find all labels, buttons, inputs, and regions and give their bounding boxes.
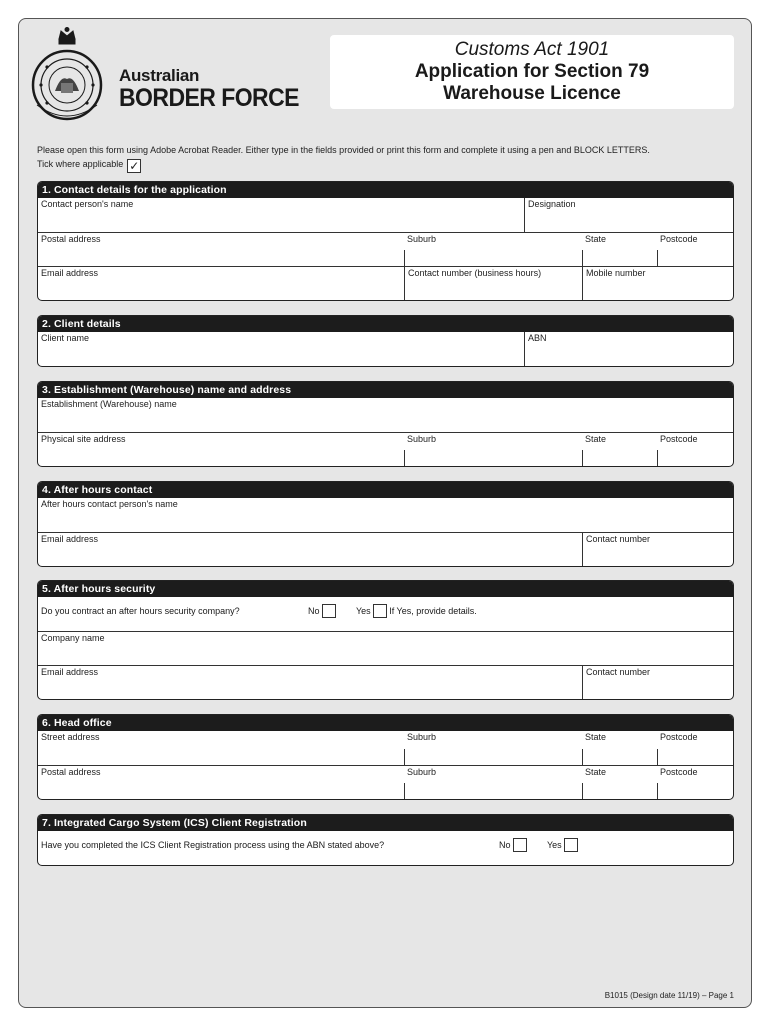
form-act-title: Customs Act 1901: [454, 39, 610, 60]
email-field[interactable]: [38, 533, 582, 566]
email-field[interactable]: [38, 666, 582, 699]
field-label: Postal address: [41, 234, 101, 244]
security-yes-option: [356, 604, 477, 618]
option-label: No: [499, 840, 511, 850]
postcode-field[interactable]: [657, 766, 733, 799]
intro-instructions: [37, 143, 650, 173]
suburb-field[interactable]: [404, 433, 582, 466]
section-client-details: [37, 315, 734, 367]
field-label: Email address: [41, 667, 99, 677]
field-label: Mobile number: [586, 268, 646, 278]
company-name-field[interactable]: [38, 632, 733, 665]
state-field[interactable]: [582, 233, 657, 266]
field-label: Establishment (Warehouse) name: [41, 399, 177, 409]
section-head-office: [37, 714, 734, 800]
field-label: Suburb: [407, 732, 437, 742]
option-label: Yes: [547, 840, 562, 850]
field-label: State: [585, 767, 607, 777]
section-title: 4. After hours contact: [38, 482, 733, 498]
section-after-hours-contact: [37, 481, 734, 567]
contact-number-field[interactable]: [404, 267, 582, 300]
section-title: 6. Head office: [38, 715, 733, 731]
suburb-field[interactable]: [404, 766, 582, 799]
state-field[interactable]: [582, 766, 657, 799]
section-title: 5. After hours security: [38, 581, 733, 597]
field-label: Postcode: [660, 434, 698, 444]
ics-yes-checkbox[interactable]: [564, 838, 578, 852]
field-label: Email address: [41, 268, 99, 278]
mobile-number-field[interactable]: [582, 267, 733, 300]
field-label: Postcode: [660, 767, 698, 777]
option-label: Yes: [356, 606, 371, 616]
abn-field[interactable]: [524, 332, 733, 366]
field-label: After hours contact person's name: [41, 499, 178, 509]
designation-field[interactable]: [524, 198, 733, 232]
field-label: Physical site address: [41, 434, 126, 444]
field-label: State: [585, 234, 607, 244]
form-page: [18, 18, 752, 1008]
postcode-field[interactable]: [657, 233, 733, 266]
form-title-line1: Application for Section 79: [414, 61, 650, 82]
street-address-field[interactable]: [38, 731, 404, 765]
section-title: 1. Contact details for the application: [38, 182, 733, 198]
border-force-crest-logo: [31, 27, 103, 127]
postal-address-field[interactable]: [38, 766, 404, 799]
intro-line1: Please open this form using Adobe Acrobat Reader. Either type in the fields provided or print this form and complete it using a pen and BLOCK LETTERS.: [37, 145, 650, 155]
field-label: Contact number: [586, 667, 651, 677]
field-label: Contact person's name: [41, 199, 134, 209]
state-field[interactable]: [582, 433, 657, 466]
contact-number-field[interactable]: [582, 533, 733, 566]
contact-name-field[interactable]: [38, 198, 524, 232]
agency-name: [119, 67, 315, 111]
suburb-field[interactable]: [404, 731, 582, 765]
agency-name-line2: BORDER FORCE: [119, 84, 299, 112]
field-label: Client name: [41, 333, 90, 343]
field-label: Contact number (business hours): [408, 268, 542, 278]
physical-address-field[interactable]: [38, 433, 404, 466]
establishment-name-field[interactable]: [38, 398, 733, 432]
ics-no-option: [499, 838, 527, 852]
security-yes-checkbox[interactable]: [373, 604, 387, 618]
agency-name-line1: Australian: [119, 66, 200, 85]
field-label: Suburb: [407, 767, 437, 777]
form-title-box: [330, 35, 734, 109]
client-name-field[interactable]: [38, 332, 524, 366]
field-label: ABN: [528, 333, 547, 343]
email-field[interactable]: [38, 267, 404, 300]
section-title: 7. Integrated Cargo System (ICS) Client Registration: [38, 815, 733, 831]
section-ics-registration: [37, 814, 734, 866]
section-title: 2. Client details: [38, 316, 733, 332]
field-label: Contact number: [586, 534, 651, 544]
field-label: Postcode: [660, 234, 698, 244]
postal-address-field[interactable]: [38, 233, 404, 266]
field-label: Designation: [528, 199, 576, 209]
section-contact-details: [37, 181, 734, 301]
field-label: Postal address: [41, 767, 101, 777]
section-after-hours-security: [37, 580, 734, 700]
postcode-field[interactable]: [657, 731, 733, 765]
security-company-question: Do you contract an after hours security company?: [41, 606, 240, 616]
state-field[interactable]: [582, 731, 657, 765]
if-yes-instruction: If Yes, provide details.: [389, 606, 477, 616]
field-label: Suburb: [407, 434, 437, 444]
field-label: Street address: [41, 732, 100, 742]
section-establishment: [37, 381, 734, 467]
ics-registration-question: Have you completed the ICS Client Registration process using the ABN stated above?: [41, 840, 385, 850]
field-label: Email address: [41, 534, 99, 544]
contact-number-field[interactable]: [582, 666, 733, 699]
field-label: Company name: [41, 633, 105, 643]
field-label: State: [585, 732, 607, 742]
field-label: State: [585, 434, 607, 444]
section-title: 3. Establishment (Warehouse) name and address: [38, 382, 733, 398]
after-hours-contact-name-field[interactable]: [38, 498, 733, 532]
suburb-field[interactable]: [404, 233, 582, 266]
security-no-checkbox[interactable]: [322, 604, 336, 618]
ics-yes-option: [547, 838, 578, 852]
form-title-line2: Warehouse Licence: [443, 83, 621, 104]
intro-line2: Tick where applicable: [37, 159, 124, 169]
postcode-field[interactable]: [657, 433, 733, 466]
field-label: Suburb: [407, 234, 437, 244]
ics-no-checkbox[interactable]: [513, 838, 527, 852]
field-label: Postcode: [660, 732, 698, 742]
security-no-option: [308, 604, 336, 618]
tick-example-checkbox: ✓: [129, 159, 140, 173]
page-footer: B1015 (Design date 11/19) – Page 1: [604, 991, 734, 1000]
option-label: No: [308, 606, 320, 616]
